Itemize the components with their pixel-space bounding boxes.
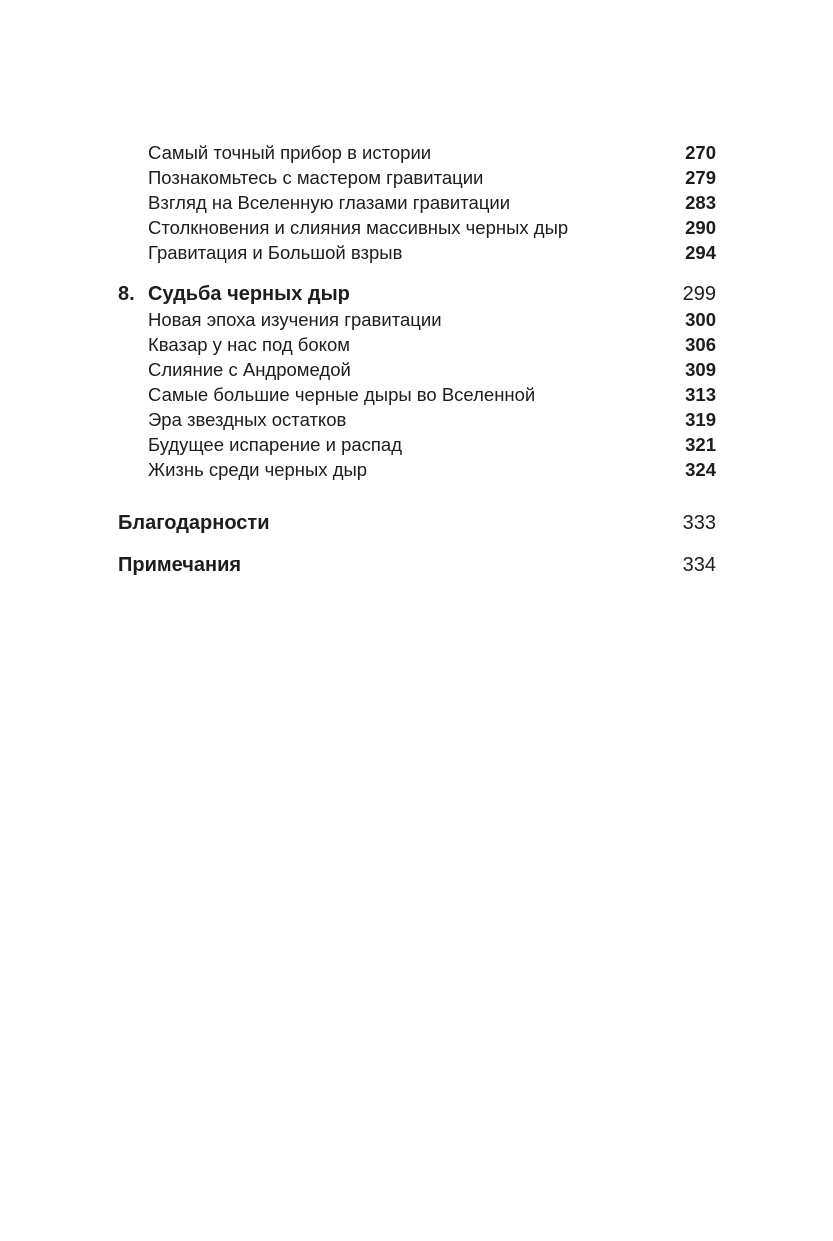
toc-entry-title: Слияние с Андромедой [148, 359, 351, 380]
toc-entry-title: Столкновения и слияния массивных черных дыр [148, 217, 569, 238]
backmatter-title: Примечания [118, 554, 242, 576]
toc-entry-title: Квазар у нас под боком [148, 334, 350, 355]
backmatter-page: 334 [682, 554, 716, 576]
toc-chapter-heading[interactable] [118, 282, 716, 307]
toc-entry[interactable] [118, 165, 716, 190]
toc-entry-title: Познакомьтесь с мастером гравитации [148, 167, 484, 188]
toc-entry-title: Новая эпоха изучения гравитации [148, 309, 442, 330]
toc-entry-page: 319 [685, 409, 716, 430]
toc-entry-page: 313 [685, 384, 716, 405]
toc-entry-title: Будущее испарение и распад [148, 434, 402, 455]
toc-entry[interactable] [118, 432, 716, 457]
toc-entry-title: Самый точный прибор в истории [148, 142, 432, 163]
toc-entry-page: 309 [685, 359, 716, 380]
toc-entry-title: Самые большие черные дыры во Вселенной [148, 384, 536, 405]
toc-entry[interactable] [118, 382, 716, 407]
toc-entry-title: Жизнь среди черных дыр [148, 459, 368, 480]
toc-entry-page: 321 [685, 434, 716, 455]
toc-entry-page: 300 [685, 309, 716, 330]
toc-entry[interactable] [118, 357, 716, 382]
toc-entry-page: 306 [685, 334, 716, 355]
toc-entry[interactable] [118, 407, 716, 432]
chapter-page: 299 [682, 283, 716, 305]
toc-entry[interactable] [118, 240, 716, 265]
toc-entry-page: 270 [685, 142, 716, 163]
backmatter-title: Благодарности [118, 512, 270, 534]
toc-entry[interactable] [118, 332, 716, 357]
toc-entry-page: 279 [685, 167, 716, 188]
table-of-contents [118, 140, 716, 578]
toc-entry[interactable] [118, 307, 716, 332]
toc-entry-title: Эра звездных остатков [148, 409, 347, 430]
chapter-number: 8. [118, 283, 135, 305]
chapter-title: Судьба черных дыр [148, 283, 350, 305]
toc-entry-page: 290 [685, 217, 716, 238]
toc-notes[interactable] [118, 553, 716, 578]
toc-entry-title: Взгляд на Вселенную глазами гравитации [148, 192, 511, 213]
toc-entry[interactable] [118, 190, 716, 215]
toc-acknowledgements[interactable] [118, 511, 716, 536]
toc-entry[interactable] [118, 457, 716, 482]
toc-entry-page: 324 [685, 459, 716, 480]
toc-entry-page: 283 [685, 192, 716, 213]
toc-entry-page: 294 [685, 242, 716, 263]
toc-entry[interactable] [118, 215, 716, 240]
toc-entry-title: Гравитация и Большой взрыв [148, 242, 403, 263]
toc-entry[interactable] [118, 140, 716, 165]
backmatter-page: 333 [682, 512, 716, 534]
